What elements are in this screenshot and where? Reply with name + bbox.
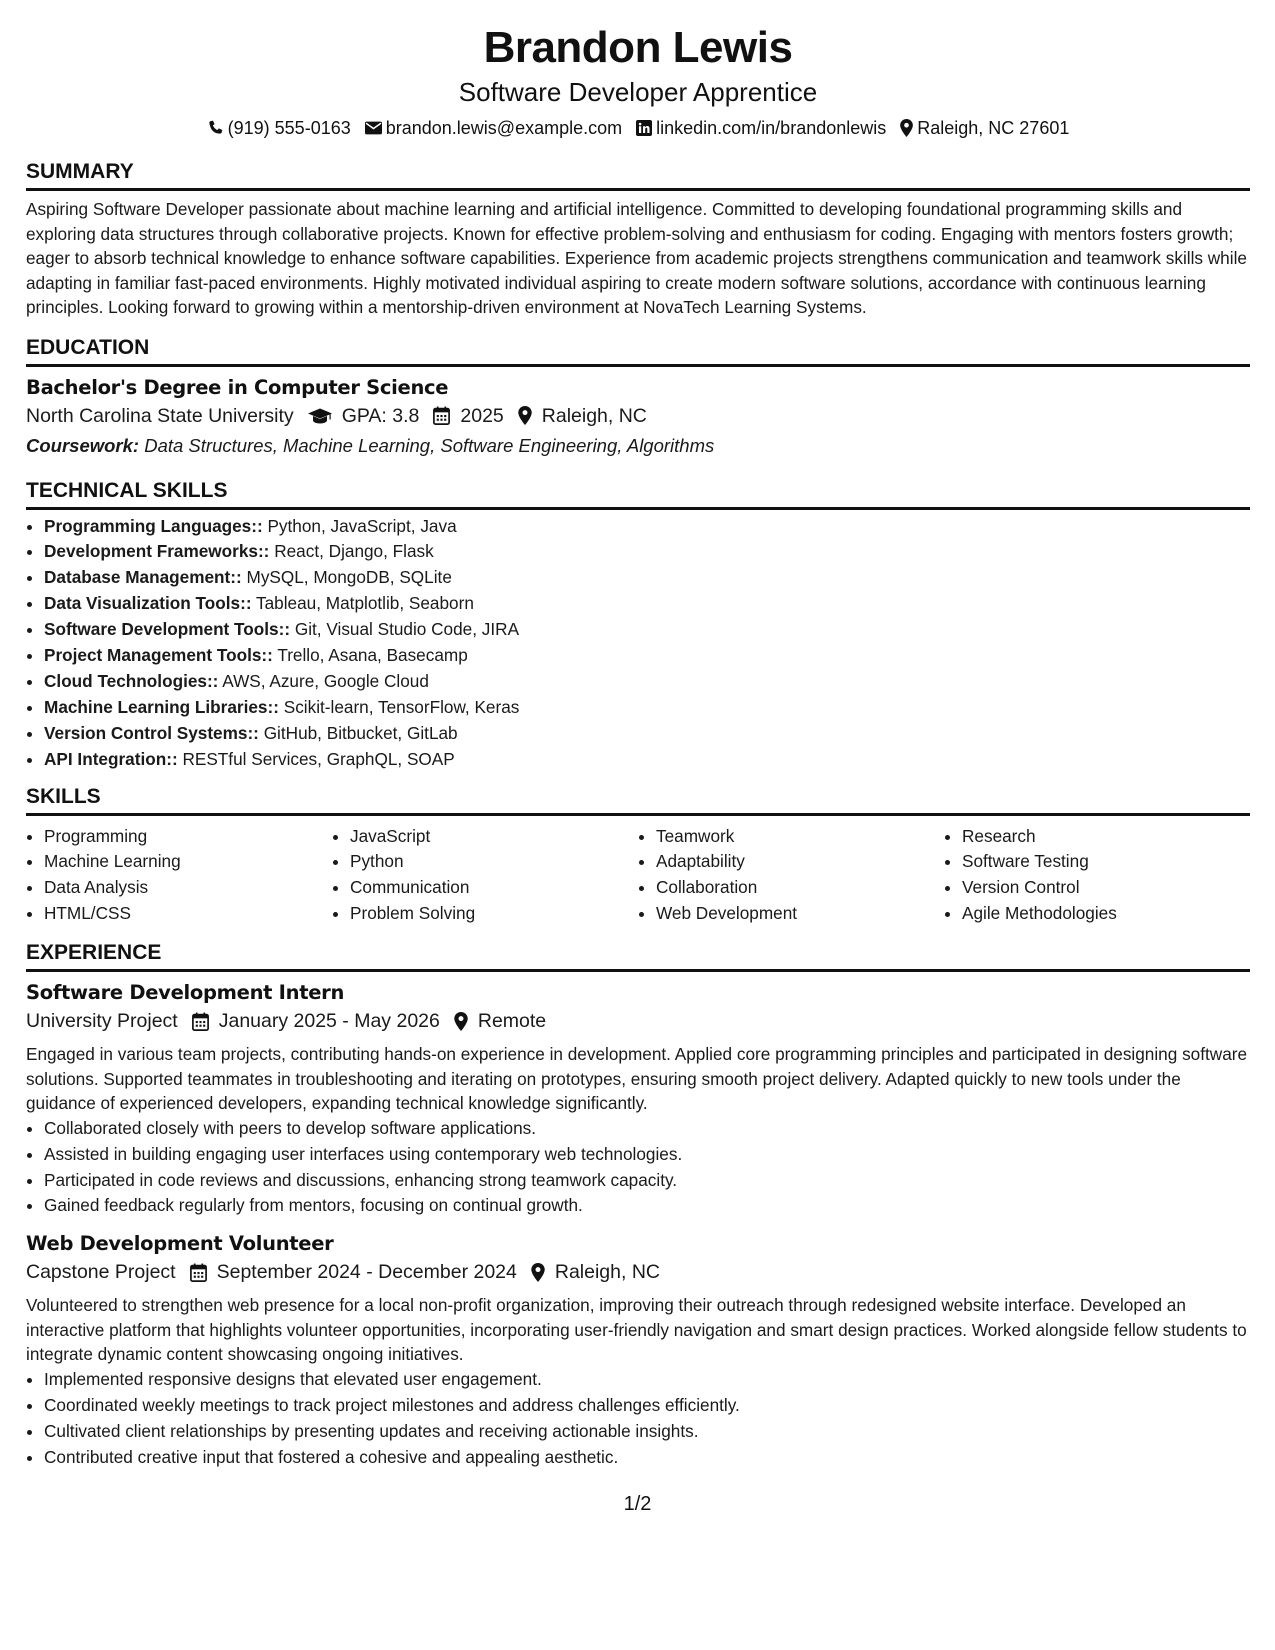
job-description: Engaged in various team projects, contributing hands-on experience in development. Applied core programming principles and participated in designing software solutions. Supported teammates in troubleshooting and iterating on prototypes, ensuring smooth project delivery. Adapted quickly to new tools under the guidance of experienced developers, expanding technical knowledge significantly. — [26, 1044, 1248, 1114]
contact-linkedin[interactable] — [636, 116, 886, 140]
skill-values: GitHub, Bitbucket, GitLab — [263, 722, 458, 743]
experience-entry — [26, 980, 1250, 1219]
skills-grid — [26, 824, 1250, 928]
list-item — [44, 565, 1250, 591]
degree-title: Bachelor's Degree in Computer Science — [26, 375, 449, 399]
location-text: Raleigh, NC 27601 — [917, 118, 1070, 138]
skills-heading: SKILLS — [26, 783, 1250, 816]
job-title: Software Development Intern — [26, 981, 345, 1005]
list-item: • Cultivated client relationships by presenting updates and receiving actionable insights. — [44, 1419, 1250, 1445]
skills-column — [944, 824, 1250, 928]
technical-skills-section — [26, 477, 1250, 773]
page-number: 1/2 — [623, 1493, 652, 1515]
candidate-name: Brandon Lewis — [483, 23, 793, 72]
linkedin-link[interactable]: linkedin.com/in/brandonlewis — [656, 118, 887, 138]
education-heading: EDUCATION — [26, 334, 1250, 367]
skill-values: Scikit-learn, TensorFlow, Keras — [283, 696, 520, 717]
location-pin-icon — [531, 1263, 545, 1282]
organization: University Project — [26, 1010, 178, 1033]
list-item — [44, 591, 1250, 617]
list-item: • Software Testing — [962, 849, 1250, 875]
list-item: • Problem Solving — [350, 901, 638, 927]
list-item: • Adaptability — [656, 849, 944, 875]
list-item: • Collaboration — [656, 875, 944, 901]
job-meta — [26, 1257, 1250, 1287]
list-item — [44, 514, 1250, 540]
skills-column — [26, 824, 332, 928]
skill-values: RESTful Services, GraphQL, SOAP — [182, 748, 455, 769]
contact-location — [900, 116, 1069, 140]
list-item: • Communication — [350, 875, 638, 901]
job-dates: September 2024 - December 2024 — [216, 1261, 517, 1284]
list-item — [44, 747, 1250, 773]
job-dates: January 2025 - May 2026 — [218, 1010, 440, 1033]
calendar-icon — [192, 1012, 209, 1031]
skill-category: Database Management:: — [44, 567, 242, 588]
list-item: • HTML/CSS — [44, 901, 332, 927]
list-item: • Assisted in building engaging user interfaces using contemporary web technologies. — [44, 1142, 1250, 1168]
list-item: • Data Analysis — [44, 875, 332, 901]
list-item: • Agile Methodologies — [962, 901, 1250, 927]
location-pin-icon — [518, 406, 532, 425]
contact-bar — [26, 116, 1250, 140]
list-item: • Programming — [44, 824, 332, 850]
education-meta — [26, 401, 1250, 431]
list-item: • Gained feedback regularly from mentors, focusing on continual growth. — [44, 1193, 1250, 1219]
experience-heading: EXPERIENCE — [26, 939, 1250, 972]
skill-category: Programming Languages:: — [44, 515, 263, 536]
skills-column — [332, 824, 638, 928]
skill-category: Data Visualization Tools:: — [44, 593, 252, 614]
list-item: • JavaScript — [350, 824, 638, 850]
job-meta — [26, 1006, 1250, 1036]
list-item — [44, 617, 1250, 643]
skill-category: API Integration:: — [44, 748, 178, 769]
list-item — [44, 643, 1250, 669]
list-item — [44, 669, 1250, 695]
resume-page — [26, 22, 1250, 1470]
calendar-icon — [190, 1263, 207, 1282]
job-title: Web Development Volunteer — [26, 1232, 334, 1256]
skill-category: Machine Learning Libraries:: — [44, 696, 279, 717]
list-item: • Version Control — [962, 875, 1250, 901]
list-item: • Machine Learning — [44, 849, 332, 875]
summary-section — [26, 158, 1250, 320]
location-pin-icon — [900, 119, 913, 137]
skill-values: Trello, Asana, Basecamp — [277, 645, 468, 666]
email-link[interactable]: brandon.lewis@example.com — [385, 118, 623, 138]
skill-values: React, Django, Flask — [274, 541, 434, 562]
list-item — [44, 721, 1250, 747]
list-item: • Collaborated closely with peers to develop software applications. — [44, 1116, 1250, 1142]
job-location: Raleigh, NC — [554, 1261, 660, 1284]
contact-email[interactable] — [365, 116, 622, 140]
phone-text: (919) 555-0163 — [227, 118, 351, 138]
job-bullets — [26, 1367, 1250, 1471]
skill-values: Python, JavaScript, Java — [267, 515, 457, 536]
job-description: Volunteered to strengthen web presence for a local non-profit organization, improving their outreach through redesigned website interface. Developed an interactive platform that highlights volunteer opportunities, incorporating user-friendly navigation and smart design practices. Worked alongside fellow students to integrate dynamic content showcasing ongoing initiatives. — [26, 1295, 1247, 1365]
skill-category: Version Control Systems:: — [44, 722, 259, 743]
skills-section — [26, 783, 1250, 928]
summary-text: Aspiring Software Developer passionate about machine learning and artificial intelligence. Committed to developing foundational programming skills and exploring data structures through collaborative projects. Known for effective problem-solving and enthusiasm for coding. Engaging with mentors fosters growth; eager to absorb technical knowledge to enhance software capabilities. Experience from academic projects strengthens communication and teamwork skills while adapting in familiar fast-paced environments. Highly motivated individual aspiring to create modern software solutions, accordance with continuous learning principles. Looking forward to growing within a mentorship-driven environment at NovaTech Learning Systems. — [26, 199, 1247, 317]
phone-icon — [207, 120, 224, 137]
experience-section — [26, 939, 1250, 1470]
organization: Capstone Project — [26, 1261, 176, 1284]
job-bullets — [26, 1116, 1250, 1220]
education-section — [26, 334, 1250, 461]
list-item — [44, 539, 1250, 565]
skill-category: Cloud Technologies:: — [44, 670, 219, 691]
coursework-label: Coursework: — [26, 434, 140, 456]
list-item: • Research — [962, 824, 1250, 850]
list-item: • Web Development — [656, 901, 944, 927]
skill-values: Tableau, Matplotlib, Seaborn — [256, 593, 474, 614]
education-location: Raleigh, NC — [541, 404, 647, 427]
skill-values: AWS, Azure, Google Cloud — [222, 670, 429, 691]
calendar-icon — [433, 406, 450, 425]
location-pin-icon — [454, 1012, 468, 1031]
contact-phone — [207, 116, 351, 140]
skill-values: MySQL, MongoDB, SQLite — [246, 567, 452, 588]
technical-skills-list — [26, 514, 1250, 773]
candidate-headline: Software Developer Apprentice — [458, 77, 818, 107]
list-item — [44, 695, 1250, 721]
linkedin-icon — [636, 120, 652, 136]
skill-category: Project Management Tools:: — [44, 645, 273, 666]
coursework-list: Data Structures, Machine Learning, Software Engineering, Algorithms — [144, 434, 715, 456]
list-item: • Contributed creative input that fostered a cohesive and appealing aesthetic. — [44, 1445, 1250, 1471]
skills-column — [638, 824, 944, 928]
experience-entry — [26, 1231, 1250, 1470]
skill-values: Git, Visual Studio Code, JIRA — [294, 619, 520, 640]
school-name: North Carolina State University — [26, 404, 294, 427]
list-item: • Teamwork — [656, 824, 944, 850]
summary-heading: SUMMARY — [26, 158, 1250, 191]
technical-skills-heading: TECHNICAL SKILLS — [26, 477, 1250, 510]
coursework-line — [26, 431, 1250, 461]
gpa-text: GPA: 3.8 — [341, 404, 420, 427]
skill-category: Software Development Tools:: — [44, 619, 291, 640]
job-location: Remote — [477, 1010, 547, 1033]
skill-category: Development Frameworks:: — [44, 541, 270, 562]
list-item: • Participated in code reviews and discussions, enhancing strong teamwork capacity. — [44, 1168, 1250, 1194]
list-item: • Implemented responsive designs that elevated user engagement. — [44, 1367, 1250, 1393]
envelope-icon — [365, 121, 382, 135]
graduation-year: 2025 — [460, 404, 504, 427]
list-item: • Coordinated weekly meetings to track project milestones and address challenges efficiently. — [44, 1393, 1250, 1419]
graduation-cap-icon — [308, 407, 332, 425]
list-item: • Python — [350, 849, 638, 875]
